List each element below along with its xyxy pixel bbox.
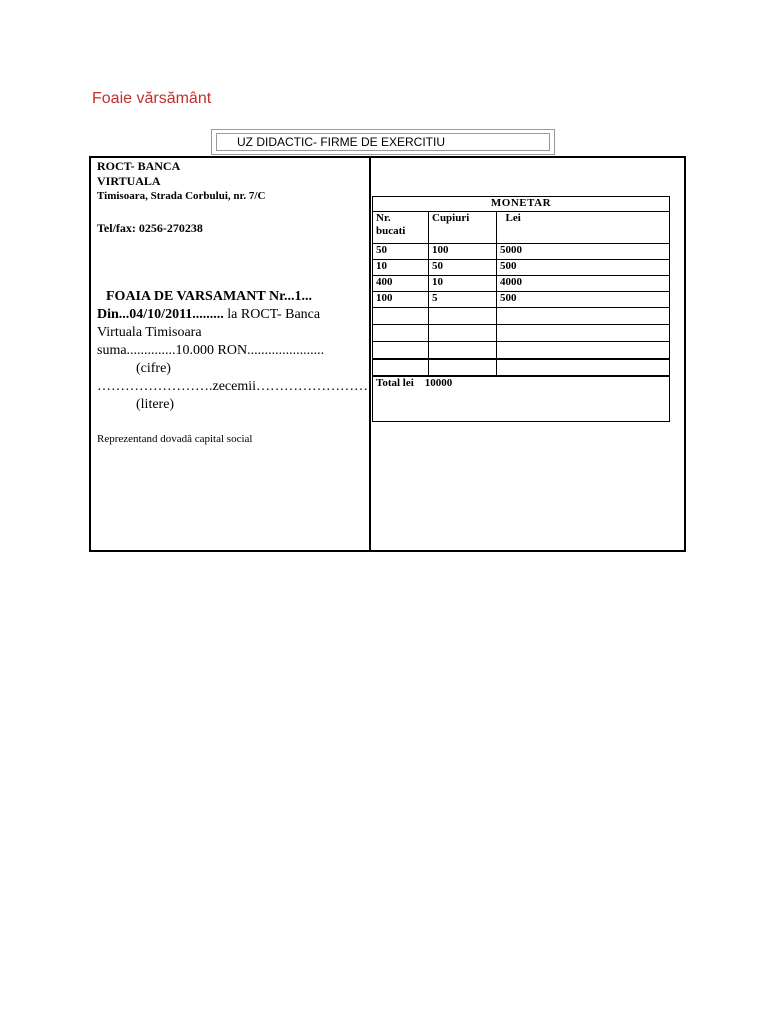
empty-row bbox=[373, 342, 670, 359]
didactic-use-text: UZ DIDACTIC- FIRME DE EXERCITIU bbox=[216, 133, 550, 151]
total-cell bbox=[373, 376, 670, 422]
slip-bank-branch: Virtuala Timisoara bbox=[97, 325, 202, 340]
cell-lei: 4000 bbox=[497, 276, 670, 292]
cell-count: 50 bbox=[373, 244, 429, 260]
empty-row bbox=[373, 308, 670, 325]
column-divider bbox=[369, 158, 371, 550]
slip-bank-ref: la ROCT- Banca bbox=[223, 307, 321, 322]
table-row bbox=[373, 276, 670, 292]
total-label: Total lei bbox=[376, 376, 414, 389]
monetar-table bbox=[372, 196, 670, 422]
table-row bbox=[373, 244, 670, 260]
cell-denomination: 50 bbox=[429, 260, 497, 276]
empty-row bbox=[373, 325, 670, 342]
cell-denomination: 10 bbox=[429, 276, 497, 292]
column-header-lei-text: Lei bbox=[505, 212, 521, 224]
didactic-use-banner bbox=[211, 129, 555, 155]
slip-amount-words: …………………….zecemii…………………… bbox=[97, 379, 369, 394]
bank-phone: Tel/fax: 0256-270238 bbox=[97, 221, 203, 235]
cell-denomination: 5 bbox=[429, 292, 497, 308]
bank-address: Timisoara, Strada Corbului, nr. 7/C bbox=[97, 190, 266, 202]
slip-words-caption: (litere) bbox=[136, 397, 175, 412]
total-value: 10000 bbox=[424, 376, 453, 389]
column-header-denomination: Cupiuri bbox=[429, 212, 497, 244]
column-header-count bbox=[373, 212, 429, 244]
total-row bbox=[373, 376, 670, 422]
document-title: Foaie vărsământ bbox=[92, 90, 212, 107]
monetar-title: MONETAR bbox=[373, 197, 670, 212]
column-header-lei bbox=[497, 212, 670, 244]
cell-count: 100 bbox=[373, 292, 429, 308]
cell-count: 10 bbox=[373, 260, 429, 276]
slip-purpose-note: Reprezentand dovadă capital social bbox=[97, 433, 253, 445]
bank-name-line1: ROCT- BANCA bbox=[97, 159, 181, 173]
cell-lei: 500 bbox=[497, 292, 670, 308]
cell-lei: 5000 bbox=[497, 244, 670, 260]
bank-name bbox=[97, 159, 180, 189]
cell-denomination: 100 bbox=[429, 244, 497, 260]
column-header-count-line2: bucati bbox=[376, 225, 406, 237]
table-row bbox=[373, 292, 670, 308]
slip-title: FOAIA DE VARSAMANT Nr...1... bbox=[106, 289, 313, 304]
slip-date: Din...04/10/2011......... bbox=[97, 307, 224, 322]
slip-amount-digits: suma..............10.000 RON...................... bbox=[97, 343, 325, 358]
slip-date-line bbox=[97, 306, 320, 324]
table-row bbox=[373, 260, 670, 276]
empty-row bbox=[373, 359, 670, 376]
bank-name-line2: VIRTUALA bbox=[97, 174, 161, 188]
slip-digits-caption: (cifre) bbox=[136, 361, 171, 376]
cell-count: 400 bbox=[373, 276, 429, 292]
cell-lei: 500 bbox=[497, 260, 670, 276]
deposit-slip-form bbox=[89, 156, 686, 552]
column-header-count-line1: Nr. bbox=[376, 212, 391, 224]
